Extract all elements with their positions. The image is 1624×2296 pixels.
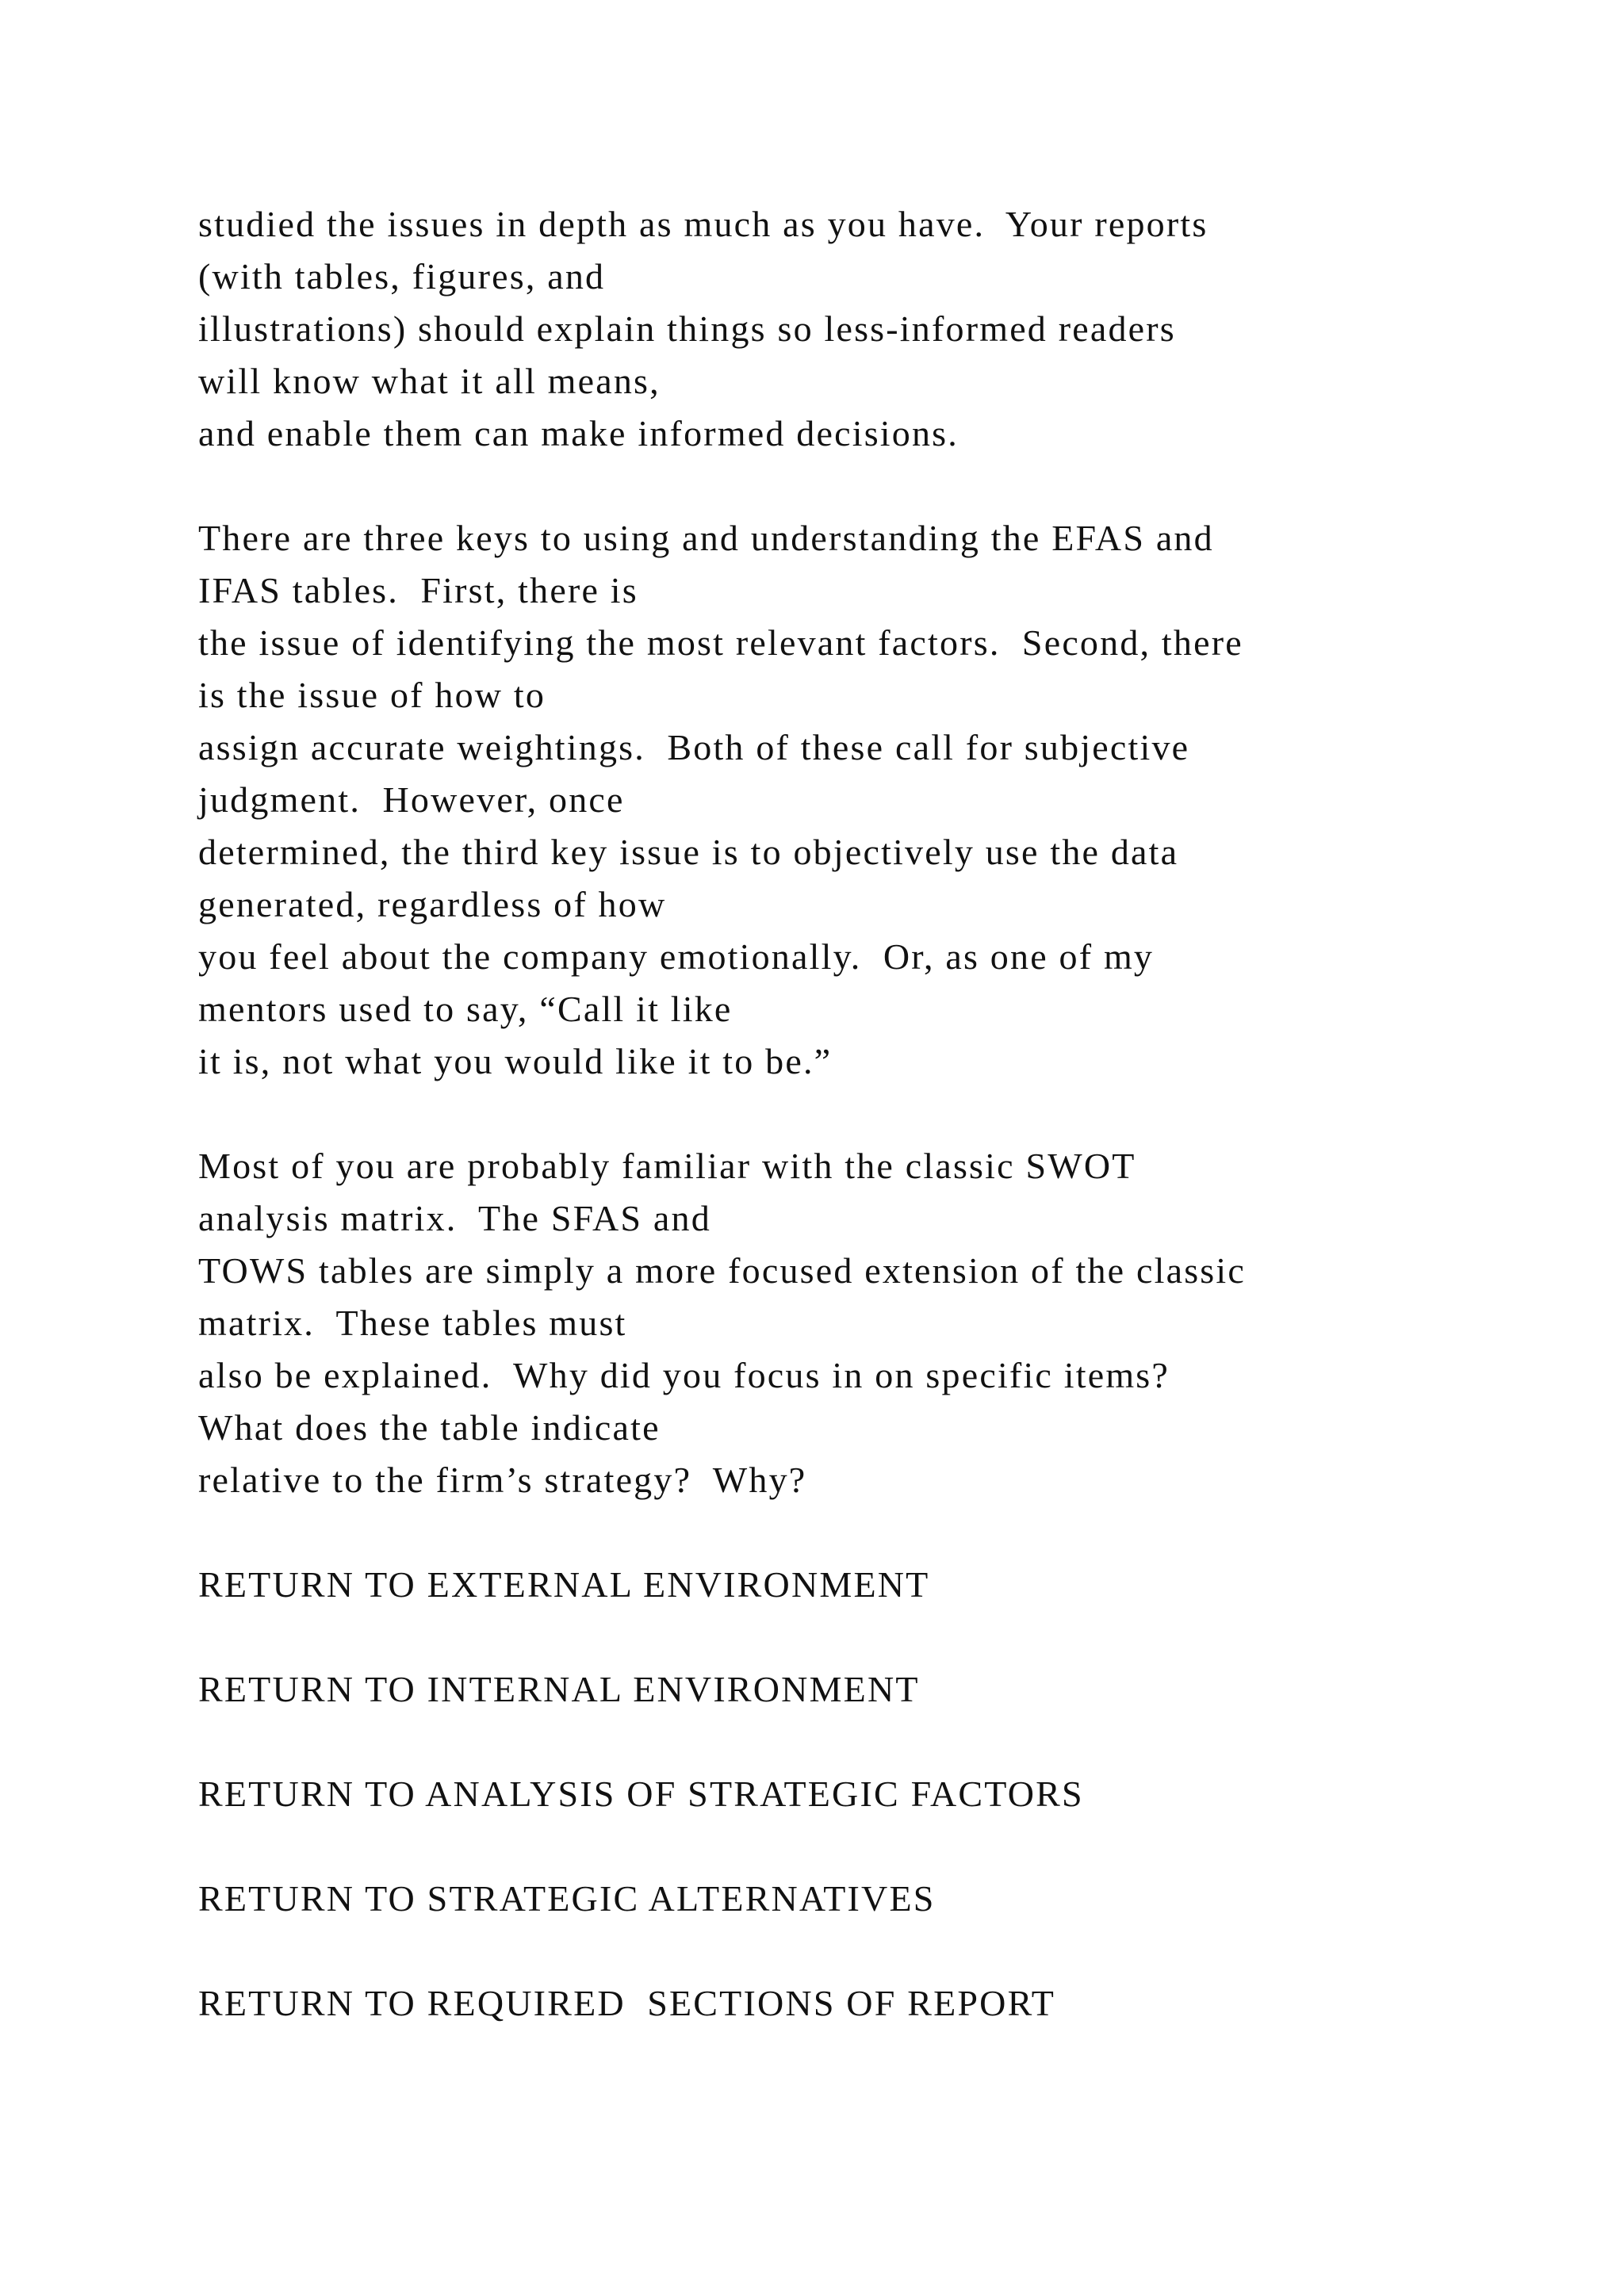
return-strategic-alternatives-link[interactable]: RETURN TO STRATEGIC ALTERNATIVES [198,1878,936,1919]
text-line: and enable them can make informed decisions. [198,413,959,453]
text-line: mentors used to say, “Call it like [198,989,733,1029]
text-line: it is, not what you would like it to be.” [198,1041,833,1081]
text-line: What does the table indicate [198,1407,661,1448]
text-line: generated, regardless of how [198,884,667,924]
text-line: you feel about the company emotionally. Or, as one of my [198,936,1155,977]
text-line: There are three keys to using and understanding the EFAS and [198,518,1214,558]
text-line: matrix. These tables must [198,1303,627,1343]
paragraph-reports [198,198,1562,460]
text-line: judgment. However, once [198,779,625,820]
document-page [198,198,1562,2082]
text-line: analysis matrix. The SFAS and [198,1198,711,1238]
return-internal-environment-link[interactable]: RETURN TO INTERNAL ENVIRONMENT [198,1669,920,1709]
text-line: assign accurate weightings. Both of these call for subjective [198,727,1190,767]
paragraph-three-keys [198,512,1562,1088]
text-line: will know what it all means, [198,361,661,401]
text-line: relative to the firm’s strategy? Why? [198,1460,807,1500]
text-line: Most of you are probably familiar with the classic SWOT [198,1146,1136,1186]
return-external-environment-link[interactable]: RETURN TO EXTERNAL ENVIRONMENT [198,1564,930,1605]
text-line: studied the issues in depth as much as you have. Your reports [198,204,1208,244]
text-line: determined, the third key issue is to objectively use the data [198,832,1179,872]
paragraph-swot [198,1140,1562,1506]
text-line: is the issue of how to [198,675,546,715]
text-line: illustrations) should explain things so less-informed readers [198,308,1176,349]
text-line: IFAS tables. First, there is [198,570,638,610]
text-line: (with tables, figures, and [198,256,606,297]
text-line: also be explained. Why did you focus in on specific items? [198,1355,1170,1395]
return-analysis-strategic-factors-link[interactable]: RETURN TO ANALYSIS OF STRATEGIC FACTORS [198,1774,1084,1814]
text-line: TOWS tables are simply a more focused extension of the classic [198,1250,1246,1291]
return-required-sections-link[interactable]: RETURN TO REQUIRED SECTIONS OF REPORT [198,1983,1056,2023]
text-line: the issue of identifying the most relevant factors. Second, there [198,622,1243,663]
